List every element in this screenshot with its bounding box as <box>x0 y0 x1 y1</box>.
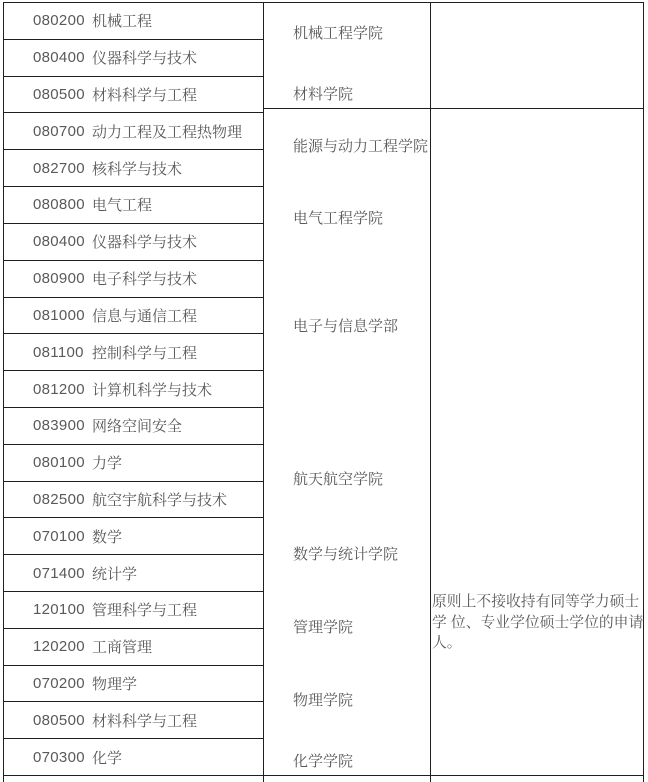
major-row <box>4 592 263 629</box>
note-text <box>432 592 643 654</box>
major-code: 081200 <box>33 380 85 398</box>
major-name: 数学 <box>92 528 123 546</box>
note-line: 学 位、专业学位硕士学位的申请 <box>432 614 644 631</box>
table-border-bottom <box>263 775 644 776</box>
major-row <box>4 555 263 592</box>
major-row <box>4 445 263 482</box>
major-code: 082500 <box>33 490 85 508</box>
major-name: 仪器科学与技术 <box>92 50 198 68</box>
major-name: 计算机科学与技术 <box>92 381 213 399</box>
major-name: 物理学 <box>92 676 138 694</box>
major-code: 081000 <box>33 306 85 324</box>
major-row <box>4 408 263 445</box>
major-row <box>4 702 263 739</box>
college-label: 航天航空学院 <box>293 471 384 488</box>
major-row <box>4 518 263 555</box>
major-row <box>4 187 263 224</box>
major-name: 仪器科学与技术 <box>92 234 198 252</box>
major-code: 083900 <box>33 417 85 435</box>
major-row <box>4 739 263 776</box>
college-label: 电气工程学院 <box>293 210 384 227</box>
major-row <box>4 224 263 261</box>
college-label: 物理学院 <box>293 692 354 709</box>
table-border-college-group <box>263 108 644 109</box>
major-code: 080100 <box>33 454 85 472</box>
major-row <box>4 3 263 40</box>
major-name: 管理科学与工程 <box>92 602 198 620</box>
major-name: 航空宇航科学与技术 <box>92 491 228 509</box>
major-code: 120200 <box>33 638 85 656</box>
major-code: 070300 <box>33 748 85 766</box>
major-code: 080900 <box>33 270 85 288</box>
major-name: 信息与通信工程 <box>92 307 198 325</box>
major-name: 统计学 <box>92 565 138 583</box>
table-divider-college-note <box>430 2 431 782</box>
major-column <box>4 3 263 776</box>
major-name: 化学 <box>92 749 123 767</box>
major-code: 120100 <box>33 601 85 619</box>
college-label: 数学与统计学院 <box>293 546 399 563</box>
major-name: 电气工程 <box>92 197 153 215</box>
major-row <box>4 40 263 77</box>
major-name: 动力工程及工程热物理 <box>92 123 243 141</box>
major-code: 080500 <box>33 711 85 729</box>
major-code: 082700 <box>33 159 85 177</box>
major-code: 080200 <box>33 12 85 30</box>
major-row <box>4 334 263 371</box>
major-name: 控制科学与工程 <box>92 344 198 362</box>
major-name: 核科学与技术 <box>92 160 183 178</box>
admissions-table-fragment <box>3 2 644 782</box>
major-code: 081100 <box>33 343 84 361</box>
major-code: 080800 <box>33 196 85 214</box>
major-code: 080400 <box>33 49 85 67</box>
major-code: 080700 <box>33 122 85 140</box>
table-border-right <box>643 2 644 782</box>
major-row <box>4 666 263 703</box>
major-row <box>4 77 263 114</box>
major-code: 080500 <box>33 86 85 104</box>
note-line: 原则上不接收持有同等学力硕士 <box>432 594 640 610</box>
major-name: 机械工程 <box>92 13 153 31</box>
college-label: 电子与信息学部 <box>293 318 399 335</box>
major-name: 工商管理 <box>92 639 153 657</box>
major-row <box>4 371 263 408</box>
college-label: 材料学院 <box>293 86 354 103</box>
major-code: 080400 <box>33 233 85 251</box>
note-line: 人。 <box>432 635 462 651</box>
major-name: 网络空间安全 <box>92 418 183 436</box>
major-row <box>4 261 263 298</box>
major-name: 材料科学与工程 <box>92 87 198 105</box>
major-row <box>4 629 263 666</box>
major-name: 材料科学与工程 <box>92 712 198 730</box>
major-name: 力学 <box>92 455 123 473</box>
major-name: 电子科学与技术 <box>92 271 198 289</box>
college-label: 机械工程学院 <box>293 25 384 42</box>
college-label: 管理学院 <box>293 619 354 636</box>
major-row <box>4 113 263 150</box>
major-row <box>4 298 263 335</box>
major-code: 070100 <box>33 527 85 545</box>
college-label: 化学学院 <box>293 753 354 770</box>
major-row <box>4 482 263 519</box>
table-divider-major-college <box>263 2 264 782</box>
major-code: 070200 <box>33 675 85 693</box>
college-label: 能源与动力工程学院 <box>293 138 429 155</box>
major-row <box>4 150 263 187</box>
major-code: 071400 <box>33 564 85 582</box>
